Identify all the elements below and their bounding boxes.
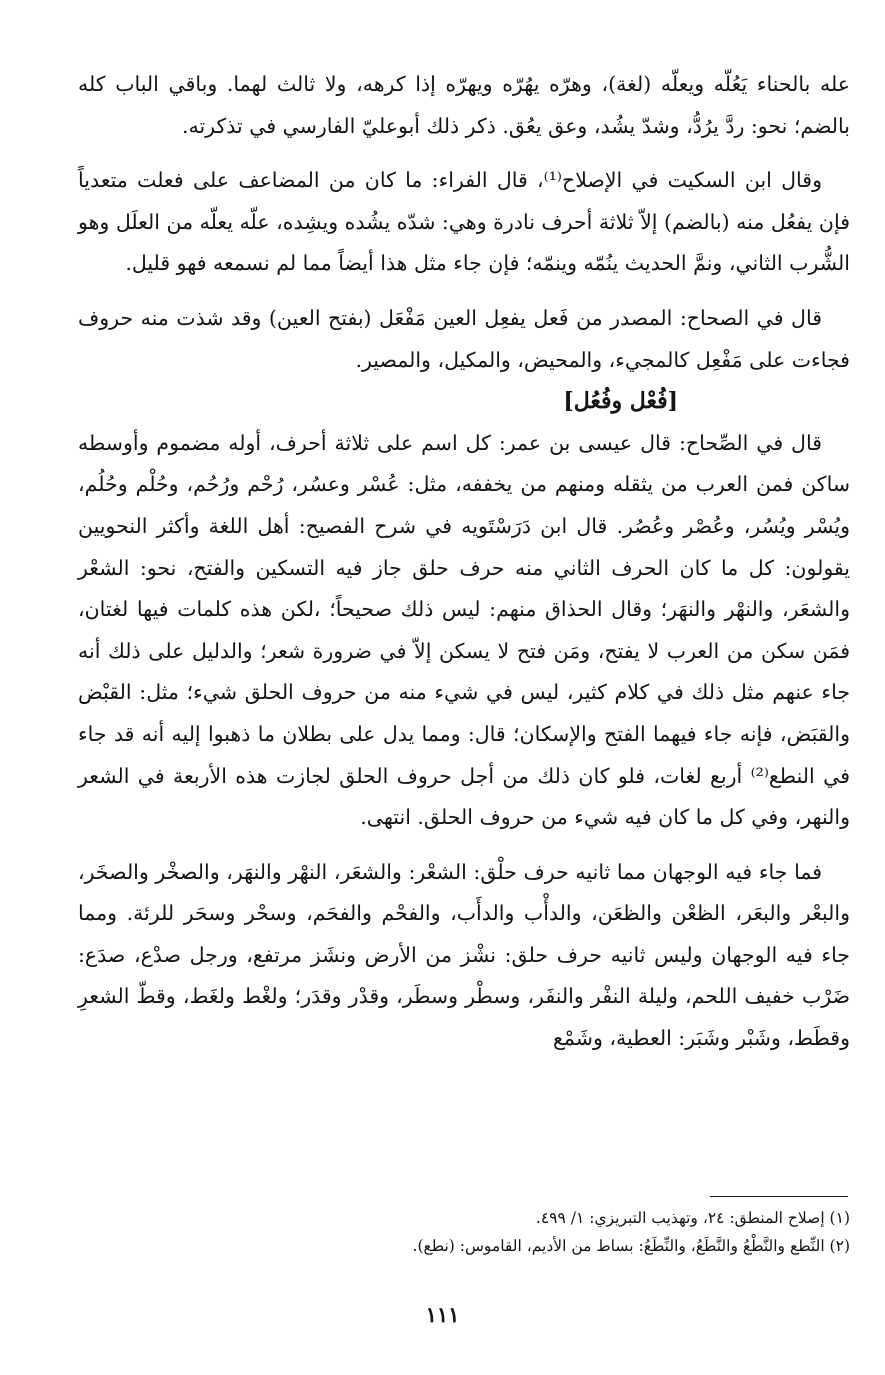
paragraph-gap — [78, 839, 850, 852]
paragraph-3: قال في الصحاح: المصدر من فَعل يفعِل العين مَفْعَل (بفتح العين) وقد شذت منه حروف فجاءت على مَفْعِل كالمجيء، والمحيض، والمكيل، والمصير. — [78, 305, 850, 372]
paragraph-1: عله بالحناء يَعُلّه ويعلّه (لغة)، وهرّه يهُرّه ويهرّه إذا كرهه، ولا ثالث لهما. وباقي الباب كله بالضم؛ نحو: ردَّ يرُدُّ، وشدّ يشُد، وعق يعُق. ذكر ذلك أبوعليّ الفارسي في تذكرته. — [78, 72, 850, 138]
footnotes — [78, 1204, 850, 1260]
footnote-2: (٢) النِّطع والنَّطْعُ والنَّطَعُ، والنِّطَعُ: بساط من الأديم، القاموس: (نطع). — [412, 1237, 850, 1255]
footnote-divider — [710, 1196, 848, 1197]
paragraph-5: فما جاء فيه الوجهان مما ثانيه حرف حلْق: الشعْر: والشعَر، النهْر والنهَر، والصخْر والصخَر، والبعْر والبعَر، الظعْن والظعَن، والدأْب والدأَب، والفحْم والفحَم، وسحْر وسحَر للرئة. ومما جاء فيه الوجهان وليس ثانيه حرف حلق: نشْز من الأرض ونشَز مرتفع، ورجل صدْع، صدَع: ضَرْب خفيف اللحم، وليلة النفْر والنفَر، وسطْر وسطَر، وقدْر وقدَر؛ ولغْط ولغَط، وقطّ الشعرِ وقطَط، وشَبْر وشَبَر: العطية، وشَمْع — [78, 859, 850, 1051]
footnote-1: (١) إصلاح المنطق: ٢٤، وتهذيب التبريزي: ١/ ٤٩٩. — [535, 1209, 850, 1227]
paragraph-gap — [78, 285, 850, 298]
paragraph-gap — [78, 147, 850, 160]
page-number: ١١١ — [425, 1302, 460, 1327]
paragraph-2: وقال ابن السكيت في الإصلاح⁽¹⁾، قال الفراء: ما كان من المضاعف على فعلت متعدياً فإن يفعُل منه (بالضم) إلاّ ثلاثة أحرف نادرة وهي: شدّه يشُده ويشِده، علّه يعلّه من العلَل وهو الشُّرب الثاني، ونمَّ الحديث ينُمّه وينمّه؛ فإن جاء مثل هذا أيضاً مما لم نسمعه فهو قليل. — [78, 168, 850, 276]
main-text — [78, 64, 850, 1060]
section-heading: [فُعْل وفُعُل] — [563, 388, 678, 415]
paragraph-4: قال في الصِّحاح: قال عيسى بن عمر: كل اسم على ثلاثة أحرف، أوله مضموم وأوسطه ساكن فمن العرب من يثقله ومنهم من يخففه، مثل: عُسْر وعسُر، رُحْم ورُحُم، وحُلْم وحُلُم، ويُسْر ويُسُر، وعُصْر وعُصُر. قال ابن دَرَسْتَويه في شرح الفصيح: أهل اللغة وأكثر النحويين يقولون: كل ما كان الحرف الثاني منه حرف حلق جاز فيه التسكين والفتح، نحو: الشعْر والشعَر، والنهْر والنهَر؛ وقال الحذاق منهم: ليس ذلك صحيحاً؛ ،لكن هذه كلمات فيها لغتان، فمَن سكن من العرب لا يفتح، ومَن فتح لا يسكن إلاّ في ضرورة شعر؛ والدليل على ذلك أنه جاء عنهم مثل ذلك في كلام كثير، ليس في شيء منه من حروف الحلق شيء؛ مثل: القبْض والقبَض، فإنه جاء فيهما الفتح والإسكان؛ قال: ومما يدل على بطلان ما ذهبوا إليه أنه قد جاء في النطع⁽²⁾ أربع لغات، فلو كان ذلك من أجل حروف الحلق لجازت هذه الأربعة في الشعر والنهر، وفي كل ما كان فيه شيء من حروف الحلق. انتهى. — [78, 430, 850, 830]
